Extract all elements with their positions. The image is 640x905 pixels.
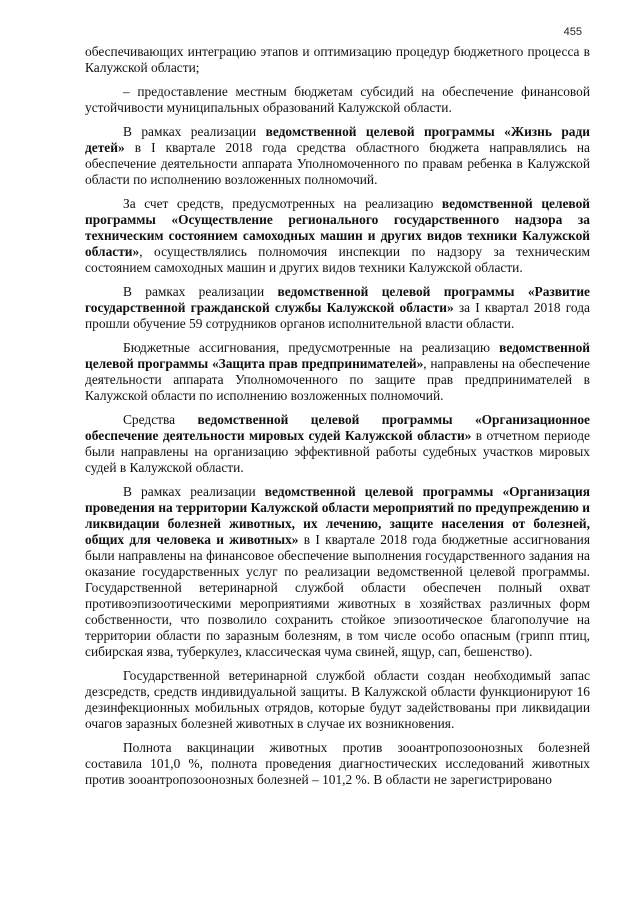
paragraph-text: Полнота вакцинации животных против зооантропозоонозных болезней составила 101,0 %, полнота проведения диагностических исследований животных против зооантропозоонозных болезней – 101,2 %. В области не зарегистрировано	[85, 740, 590, 787]
paragraph-text: в I квартале 2018 года бюджетные ассигнования были направлены на финансовое обеспечение выполнения государственного задания на оказание государственных услуг по реализации ведомственной целевой программы. Государственной ветеринарной службой области обеспечен полный охват противоэпизоотическими мероприятиями животных в хозяйствах различных форм собственности, что позволило сохранить стойкое эпизоотическое благополучие на территории области по заразным болезням, в том числе особо опасным (грипп птиц, сибирская язва, туберкулез, классическая чума свиней, ящур, сап, бешенство).	[85, 532, 590, 659]
paragraph	[85, 668, 590, 732]
paragraph	[85, 196, 590, 276]
paragraph-text: За счет средств, предусмотренных на реализацию	[123, 196, 442, 211]
program-name: ведомственной целевой программы «Защита прав предпринимателей»	[85, 340, 590, 371]
paragraph-text: за I квартал 2018 года прошли обучение 59 сотрудников органов исполнительной власти области.	[85, 300, 590, 331]
page-number: 455	[563, 26, 582, 38]
paragraph-text: обеспечивающих интеграцию этапов и оптимизацию процедур бюджетного процесса в Калужской области;	[85, 44, 590, 75]
program-name: ведомственной целевой программы «Развитие государственной гражданской службы Калужской области»	[85, 284, 590, 315]
paragraph	[85, 284, 590, 332]
program-name: ведомственной целевой программы «Организация проведения на территории Калужской области мероприятий по предупреждению и ликвидации болезней животных, их лечению, защите населения от болезней, общих для человека и животных»	[85, 484, 590, 547]
paragraph-text: , направлены на обеспечение деятельности аппарата Уполномоченного по защите прав предпринимателей в Калужской области по исполнению возложенных полномочий.	[85, 356, 590, 403]
paragraph-text: В рамках реализации	[123, 284, 278, 299]
document-body	[85, 44, 590, 796]
paragraph	[85, 484, 590, 660]
paragraph-text: Государственной ветеринарной службой области создан необходимый запас дезсредств, средств индивидуальной защиты. В Калужской области функционируют 16 дезинфекционных мобильных отрядов, которые будут задействованы при ликвидации очагов заразных болезней животных в случае их возникновения.	[85, 668, 590, 731]
paragraph-text: в I квартале 2018 года средства областного бюджета направлялись на обеспечение деятельности аппарата Уполномоченного по правам ребенка в Калужской области по исполнению возложенных полномочий.	[85, 140, 590, 187]
paragraph	[85, 740, 590, 788]
paragraph	[85, 44, 590, 76]
paragraph	[85, 84, 590, 116]
paragraph-text: , осуществлялись полномочия инспекции по надзору за техническим состоянием самоходных машин и других видов техники Калужской области.	[85, 244, 590, 275]
paragraph-text: В рамках реализации	[123, 484, 265, 499]
paragraph	[85, 340, 590, 404]
paragraph-text: В рамках реализации	[123, 124, 266, 139]
program-name: ведомственной целевой программы «Организационное обеспечение деятельности мировых судей Калужской области»	[85, 412, 590, 443]
paragraph-text: Бюджетные ассигнования, предусмотренные на реализацию	[123, 340, 500, 355]
paragraph-text: Средства	[123, 412, 198, 427]
paragraph-text: в отчетном периоде были направлены на организацию эффективной работы судебных участков мировых судей в Калужской области.	[85, 428, 590, 475]
paragraph	[85, 124, 590, 188]
program-name: ведомственной целевой программы «Жизнь ради детей»	[85, 124, 590, 155]
program-name: ведомственной целевой программы «Осуществление регионального государственного надзора за техническим состоянием самоходных машин и других видов техники Калужской области»	[85, 196, 590, 259]
paragraph	[85, 412, 590, 476]
paragraph-text: – предоставление местным бюджетам субсидий на обеспечение финансовой устойчивости муниципальных образований Калужской области.	[85, 84, 590, 115]
